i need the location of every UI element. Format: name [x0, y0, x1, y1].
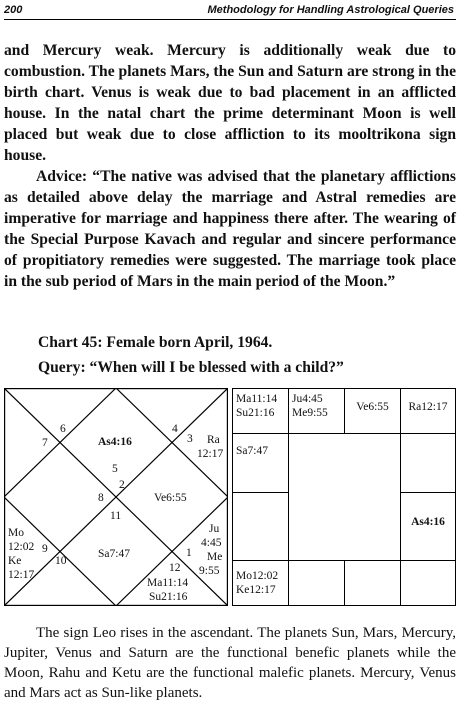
- house-number-5: 5: [112, 463, 118, 475]
- house-number-7: 7: [42, 437, 48, 449]
- rahu-degree: 12:17: [197, 448, 224, 460]
- sign-cell-empty-e: [400, 560, 456, 606]
- sign-cell-2: Ju4:45 Me9:55: [288, 388, 345, 434]
- paragraph-1: and Mercury weak. Mercury is additionally weak due to combustion. The planets Mars, the Sun and Saturn are strong in the birth chart. Venus is weak due to bad placement in an afflicted house. In the natal chart the prime determinant Moon is well placed but weak due to close affliction to its mooltrikona sign house.: [4, 42, 456, 164]
- sign-cell-empty-b: [232, 492, 289, 561]
- ketu-degree: 12:17: [8, 569, 35, 581]
- sign-cell-7: Mo12:02 Ke12:17: [232, 560, 289, 606]
- saturn-label: Sa7:47: [98, 548, 130, 560]
- ascendant-label: As4:16: [98, 436, 132, 448]
- page-header: [4, 2, 456, 18]
- sign-cell-6: As4:16: [400, 492, 456, 561]
- house-number-1: 1: [186, 547, 192, 559]
- house-number-6: 6: [60, 423, 66, 435]
- sign-cell-3: Ve6:55: [344, 388, 401, 434]
- running-title: Methodology for Handling Astrological Queries: [207, 4, 454, 16]
- jupiter-degree: 4:45: [201, 537, 222, 549]
- query-line: Query: “When will I be blessed with a child?”: [38, 359, 344, 376]
- moon-degree: 12:02: [8, 541, 35, 553]
- house-number-8: 8: [98, 492, 104, 504]
- footer-paragraph: The sign Leo rises in the ascendant. The planets Sun, Mars, Mercury, Jupiter, Venus and Saturn are the functional benefic planets while the Moon, Rahu and Ketu are the functional malefic planets. Mercury, Venus and Mars act as Sun-like planets.: [4, 625, 456, 701]
- paragraph-advice: Advice: “The native was advised that the planetary afflictions as detailed above delay the marriage and Astral remedies are imperative for marriage and happiness there after. The wearing of the Special Purpose Kavach and regular and sincere performance of propitiatory remedies were suggested. The marriage took place in the sub period of Mars in the main period of the Moon.”: [4, 168, 456, 290]
- sign-cell-5: Sa7:47: [232, 433, 289, 493]
- footer-text: [4, 623, 456, 703]
- mars-label: Ma11:14: [147, 577, 189, 589]
- sign-cell-empty-c: [288, 560, 345, 606]
- venus-label: Ve6:55: [154, 492, 187, 504]
- sign-cell-empty-d: [344, 560, 401, 606]
- sign-cell-empty-a: [400, 433, 456, 493]
- house-number-12: 12: [169, 562, 181, 574]
- page-number: 200: [4, 4, 23, 16]
- house-number-10: 10: [55, 555, 67, 567]
- mercury-degree: 9:55: [199, 565, 220, 577]
- house-number-11: 11: [110, 510, 122, 522]
- sign-cell-1: Ma11:14 Su21:16: [232, 388, 289, 434]
- house-number-3: 3: [187, 433, 193, 445]
- south-indian-chart: [232, 388, 456, 606]
- rahu-label: Ra: [207, 434, 220, 446]
- jupiter-label: Ju: [209, 523, 220, 535]
- house-number-4: 4: [172, 423, 178, 435]
- body-text: [4, 40, 456, 292]
- north-indian-chart: [4, 388, 228, 606]
- house-number-9: 9: [42, 543, 48, 555]
- mercury-label: Me: [207, 551, 223, 563]
- moon-label: Mo: [8, 527, 24, 539]
- header-rule: [4, 19, 456, 20]
- ketu-label: Ke: [8, 555, 22, 567]
- sun-label: Su21:16: [149, 591, 188, 603]
- chart-heading: Chart 45: Female born April, 1964.: [38, 334, 273, 351]
- sign-cell-4: Ra12:17: [400, 388, 456, 434]
- house-number-2: 2: [119, 479, 125, 491]
- chart-center: [288, 433, 401, 561]
